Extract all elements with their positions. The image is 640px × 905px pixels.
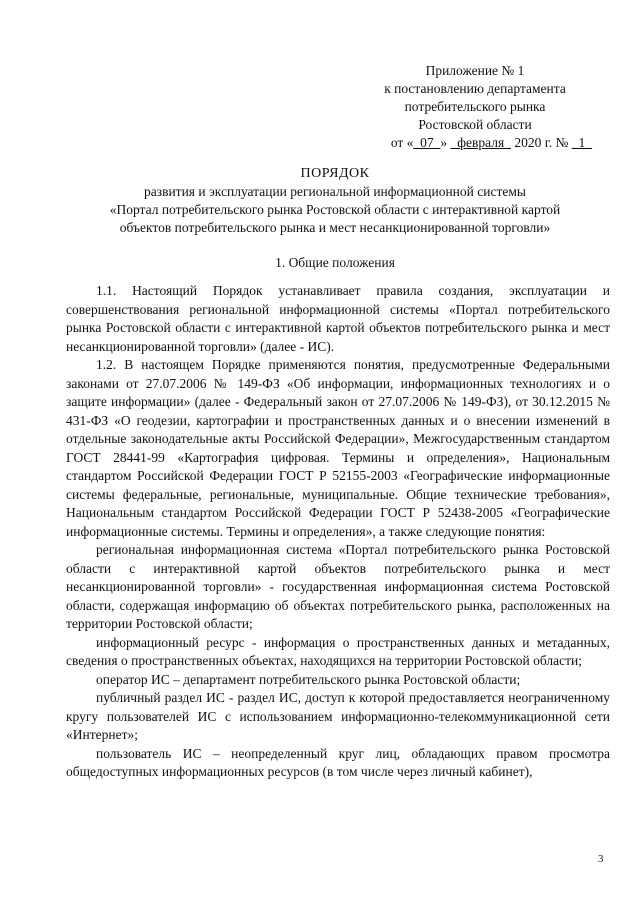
definition-operator: оператор ИС – департамент потребительского рынка Ростовской области;	[96, 671, 521, 687]
date-month: _февраля_	[450, 135, 511, 150]
appendix-line-2: к постановлению департамента	[384, 81, 566, 96]
section-heading: 1. Общие положения	[275, 255, 395, 270]
definition-information-resource: информационный ресурс - информация о пространственных данных и метаданных, сведения о пространственных объектах, находящихся на территории Ростовской области;	[66, 634, 610, 668]
appendix-header	[350, 62, 600, 152]
appendix-line-3: потребительского рынка	[404, 99, 546, 114]
date-prefix: от «	[390, 135, 414, 150]
appendix-line-1: Приложение № 1	[425, 63, 525, 78]
document-title-block	[40, 165, 630, 237]
definition-user: пользователь ИС – неопределенный круг лиц, обладающих правом просмотра общедоступных информационных ресурсов (в том числе через личный кабинет),	[66, 745, 610, 779]
appendix-line-4: Ростовской области	[418, 117, 532, 132]
document-subtitle-line-3: объектов потребительского рынка и мест несанкционированной торговли»	[119, 220, 551, 235]
definition-regional-system: региональная информационная система «Портал потребительского рынка Ростовской области с интерактивной картой объектов потребительского рынка и мест несанкционированной торговли» - государственная информационная система Ростовской области, содержащая информацию об объектах потребительского рынка, расположенных на территории Ростовской области;	[66, 542, 610, 631]
date-day: _07_	[413, 135, 441, 150]
definition-public-section: публичный раздел ИС - раздел ИС, доступ к которой предоставляется неограниченному кругу пользователей ИС с использованием информационно-телекоммуникационной сети «Интернет»;	[66, 690, 610, 742]
document-subtitle-line-2: «Портал потребительского рынка Ростовской области с интерактивной картой	[109, 202, 561, 217]
paragraph-1-1: 1.1. Настоящий Порядок устанавливает правила создания, эксплуатации и совершенствования региональной информационной системы «Портал потребительского рынка Ростовской области с интерактивной картой объектов потребительского рынка и мест несанкционированной торговли» (далее - ИС).	[66, 283, 610, 354]
page-number: 3	[598, 853, 604, 865]
document-number: _1_	[571, 135, 592, 150]
appendix-date-line	[350, 134, 600, 152]
document-subtitle-line-1: развития и эксплуатации региональной информационной системы	[144, 184, 526, 199]
document-title: ПОРЯДОК	[300, 166, 370, 181]
date-year: 2020 г. №	[510, 135, 572, 150]
paragraph-1-2: 1.2. В настоящем Порядке применяются понятия, предусмотренные Федеральными законами от 27.07.2006 № 149-ФЗ «Об информации, информационных технологиях и о защите информации» (далее - Федеральный закон от 27.07.2006 № 149-ФЗ), от 30.12.2015 № 431-ФЗ «О геодезии, картографии и пространственных данных и о внесении изменений в отдельные законодательные акты Российской Федерации», Межгосударственным стандартом ГОСТ 28441-99 «Картография цифровая. Термины и определения», Национальным стандартом Российской Федерации ГОСТ Р 52155-2003 «Географические информационные системы федеральные, региональные, муниципальные. Общие технические требования», Национальным стандартом Российской Федерации ГОСТ Р 52438-2005 «Географические информационные системы. Термины и определения», а также следующие понятия:	[66, 357, 610, 539]
body-text	[66, 282, 610, 782]
date-mid: »	[440, 135, 448, 150]
